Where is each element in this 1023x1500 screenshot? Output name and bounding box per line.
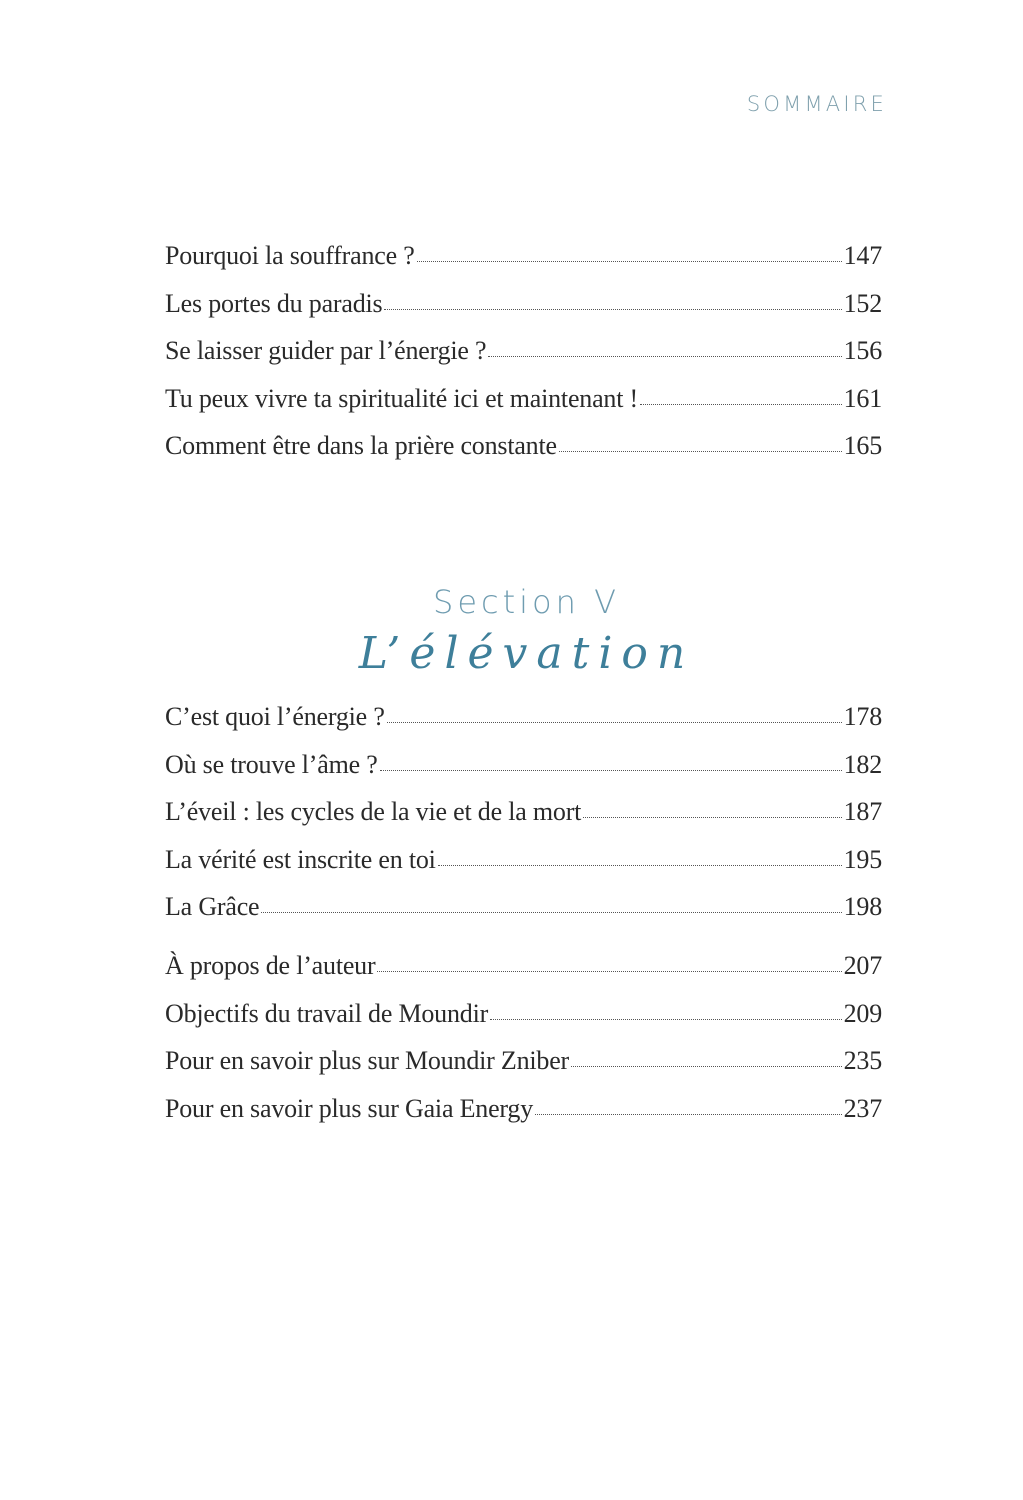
dot-leader — [559, 451, 842, 452]
toc-entry-title: Se laisser guider par l’énergie ? — [165, 336, 487, 365]
toc-entry-page: 207 — [843, 951, 882, 980]
toc-list-back-matter — [165, 951, 882, 1141]
toc-entry[interactable] — [165, 1094, 882, 1142]
dot-leader — [583, 817, 841, 818]
dot-leader — [261, 912, 841, 913]
toc-entry-page: 235 — [843, 1046, 882, 1075]
toc-entry-page: 147 — [843, 241, 882, 270]
toc-entry-title: Comment être dans la prière constante — [165, 431, 557, 460]
dot-leader — [384, 309, 841, 310]
toc-entry[interactable] — [165, 999, 882, 1047]
toc-entry[interactable] — [165, 702, 882, 750]
toc-entry-title: Objectifs du travail de Moundir — [165, 998, 489, 1028]
toc-entry-title: Pour en savoir plus sur Gaia Energy — [165, 1093, 534, 1123]
toc-entry-title: Où se trouve l’âme ? — [165, 749, 378, 779]
section-title: L’élévation — [358, 628, 695, 679]
dot-leader — [535, 1114, 842, 1115]
toc-entry-page: 187 — [843, 797, 882, 826]
dot-leader — [490, 1019, 842, 1020]
toc-entry-page: 182 — [843, 749, 882, 779]
dot-leader — [571, 1066, 842, 1067]
toc-entry[interactable] — [165, 241, 882, 289]
toc-entry-page: 165 — [843, 431, 882, 460]
toc-entry-title: La vérité est inscrite en toi — [165, 844, 436, 874]
toc-entry-title: Tu peux vivre ta spiritualité ici et maintenant ! — [165, 383, 639, 413]
dot-leader — [387, 722, 842, 723]
toc-entry-title: Pour en savoir plus sur Moundir Zniber — [165, 1046, 570, 1075]
toc-entry[interactable] — [165, 289, 882, 337]
dot-leader — [380, 770, 842, 771]
toc-list-part1 — [165, 241, 882, 479]
section-number: Section V — [433, 583, 620, 621]
toc-entry[interactable] — [165, 797, 882, 845]
toc-entry-page: 178 — [843, 702, 882, 731]
toc-entry-page: 161 — [843, 383, 882, 413]
toc-entry-title: C’est quoi l’énergie ? — [165, 702, 385, 731]
toc-entry[interactable] — [165, 384, 882, 432]
dot-leader — [417, 261, 842, 262]
toc-entry[interactable] — [165, 336, 882, 384]
toc-entry-page: 209 — [843, 998, 882, 1028]
toc-entry-page: 237 — [843, 1093, 882, 1123]
toc-entry-page: 152 — [843, 288, 882, 318]
toc-entry-page: 195 — [843, 844, 882, 874]
toc-entry[interactable] — [165, 951, 882, 999]
dot-leader — [488, 356, 841, 357]
toc-entry[interactable] — [165, 750, 882, 798]
running-head: SOMMAIRE — [746, 92, 887, 116]
dot-leader — [438, 865, 842, 866]
toc-entry[interactable] — [165, 1046, 882, 1094]
toc-entry-title: L’éveil : les cycles de la vie et de la mort — [165, 797, 582, 826]
dot-leader — [377, 971, 841, 972]
toc-entry-page: 156 — [843, 336, 882, 365]
toc-entry-title: À propos de l’auteur — [165, 951, 376, 980]
toc-entry[interactable] — [165, 431, 882, 479]
dot-leader — [640, 404, 842, 405]
toc-entry[interactable] — [165, 845, 882, 893]
toc-entry-title: Les portes du paradis — [165, 288, 383, 318]
toc-list-part2 — [165, 702, 882, 940]
toc-entry[interactable] — [165, 892, 882, 940]
toc-entry-title: Pourquoi la souffrance ? — [165, 241, 415, 270]
toc-entry-title: La Grâce — [165, 892, 260, 921]
toc-entry-page: 198 — [843, 892, 882, 921]
